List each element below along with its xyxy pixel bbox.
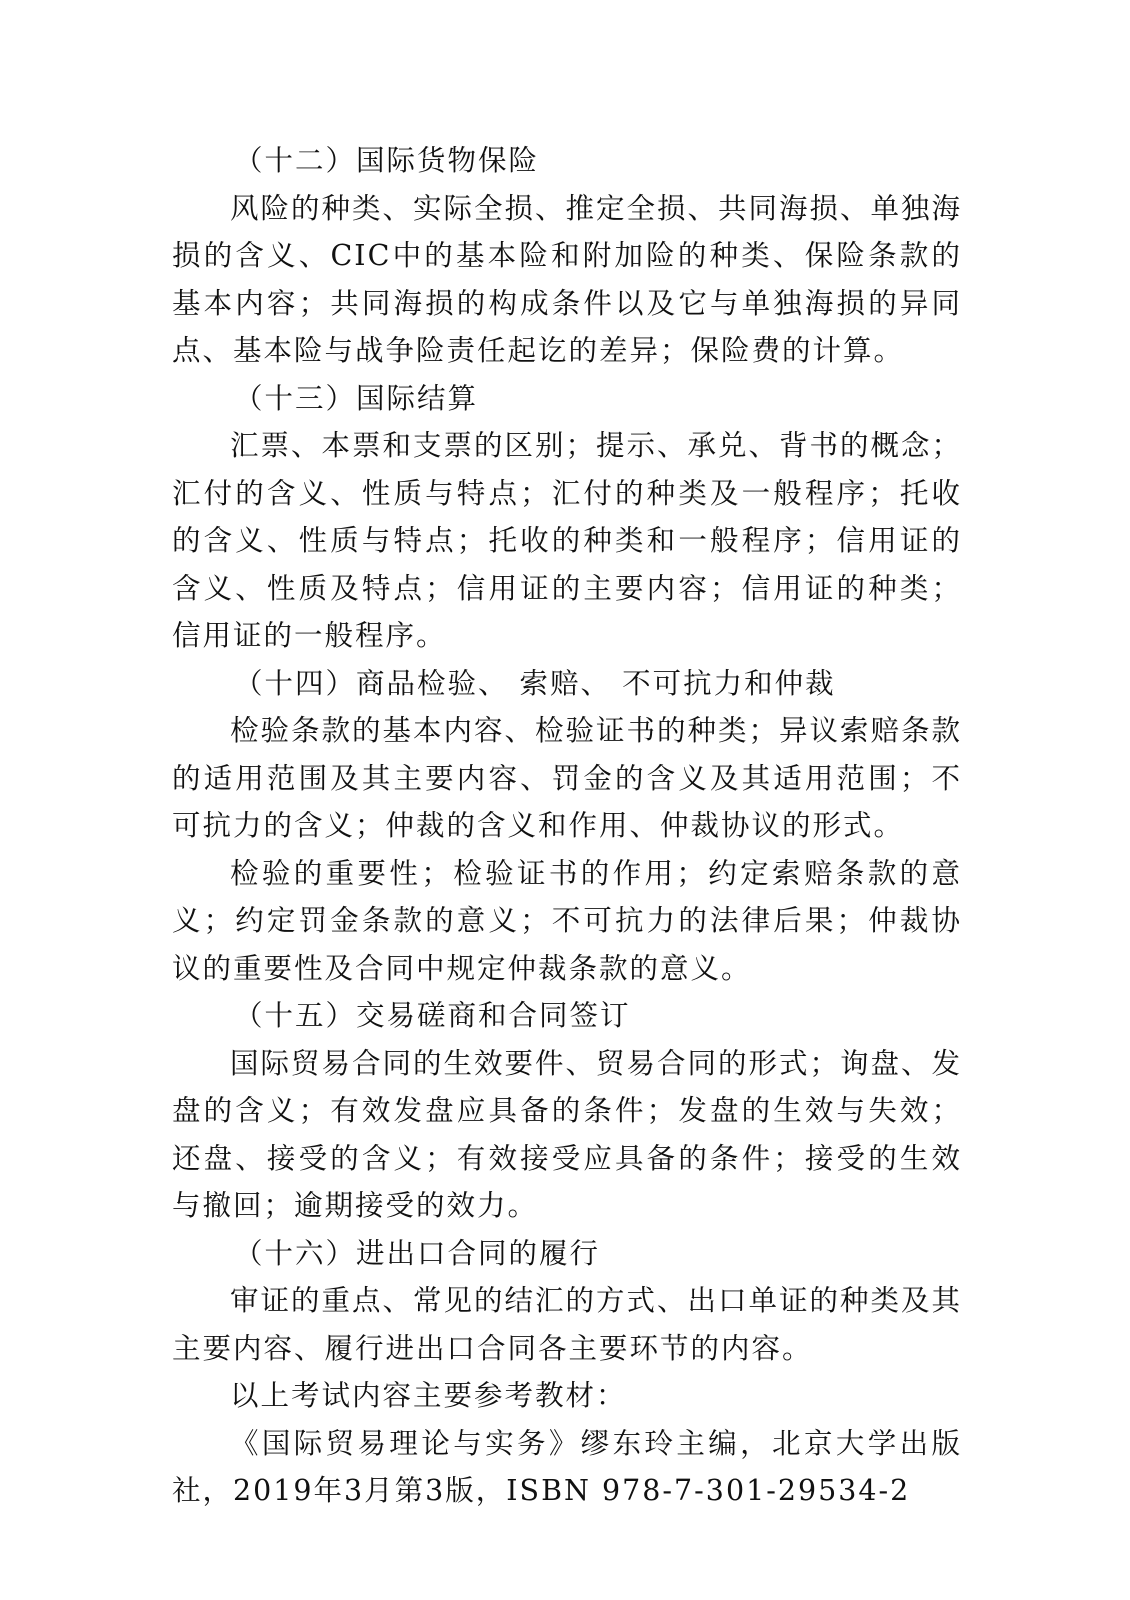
document-body (172, 137, 962, 1515)
section-heading-15: （十五）交易磋商和合同签订 (234, 999, 631, 1032)
section-heading-14: （十四）商品检验、 索赔、 不可抗力和仲裁 (234, 666, 836, 700)
section-12-paragraph: 风险的种类、实际全损、推定全损、共同海损、单独海损的含义、CIC中的基本险和附加险的种类、保险条款的基本内容；共同海损的构成条件以及它与单独海损的异同点、基本险与战争险责任起讫的差异；保险费的计算。 (172, 191, 963, 367)
reference-intro: 以上考试内容主要参考教材： (230, 1379, 627, 1412)
section-heading-12: （十二）国际货物保险 (234, 144, 540, 177)
section-15-paragraph: 国际贸易合同的生效要件、贸易合同的形式；询盘、发盘的含义；有效发盘应具备的条件；发盘的生效与失效；还盘、接受的含义；有效接受应具备的条件；接受的生效与撤回；逾期接受的效力。 (172, 1046, 963, 1222)
section-13-paragraph: 汇票、本票和支票的区别；提示、承兑、背书的概念；汇付的含义、性质与特点；汇付的种类及一般程序；托收的含义、性质与特点；托收的种类和一般程序；信用证的含义、性质及特点；信用证的主要内容；信用证的种类；信用证的一般程序。 (172, 429, 963, 652)
section-heading-16: （十六）进出口合同的履行 (234, 1236, 601, 1270)
section-heading-13: （十三）国际结算 (234, 381, 479, 415)
section-14-paragraph-1: 检验条款的基本内容、检验证书的种类；异议索赔条款的适用范围及其主要内容、罚金的含义及其适用范围；不可抗力的含义；仲裁的含义和作用、仲裁协议的形式。 (172, 714, 963, 842)
section-14-paragraph-2: 检验的重要性；检验证书的作用；约定索赔条款的意义；约定罚金条款的意义；不可抗力的法律后果；仲裁协议的重要性及合同中规定仲裁条款的意义。 (172, 856, 962, 985)
section-16-paragraph: 审证的重点、常见的结汇的方式、出口单证的种类及其主要内容、履行进出口合同各主要环节的内容。 (172, 1284, 963, 1365)
reference-citation: 《国际贸易理论与实务》缪东玲主编，北京大学出版社，2019年3月第3版，ISBN 978-7-301-29534-2 (172, 1426, 962, 1507)
